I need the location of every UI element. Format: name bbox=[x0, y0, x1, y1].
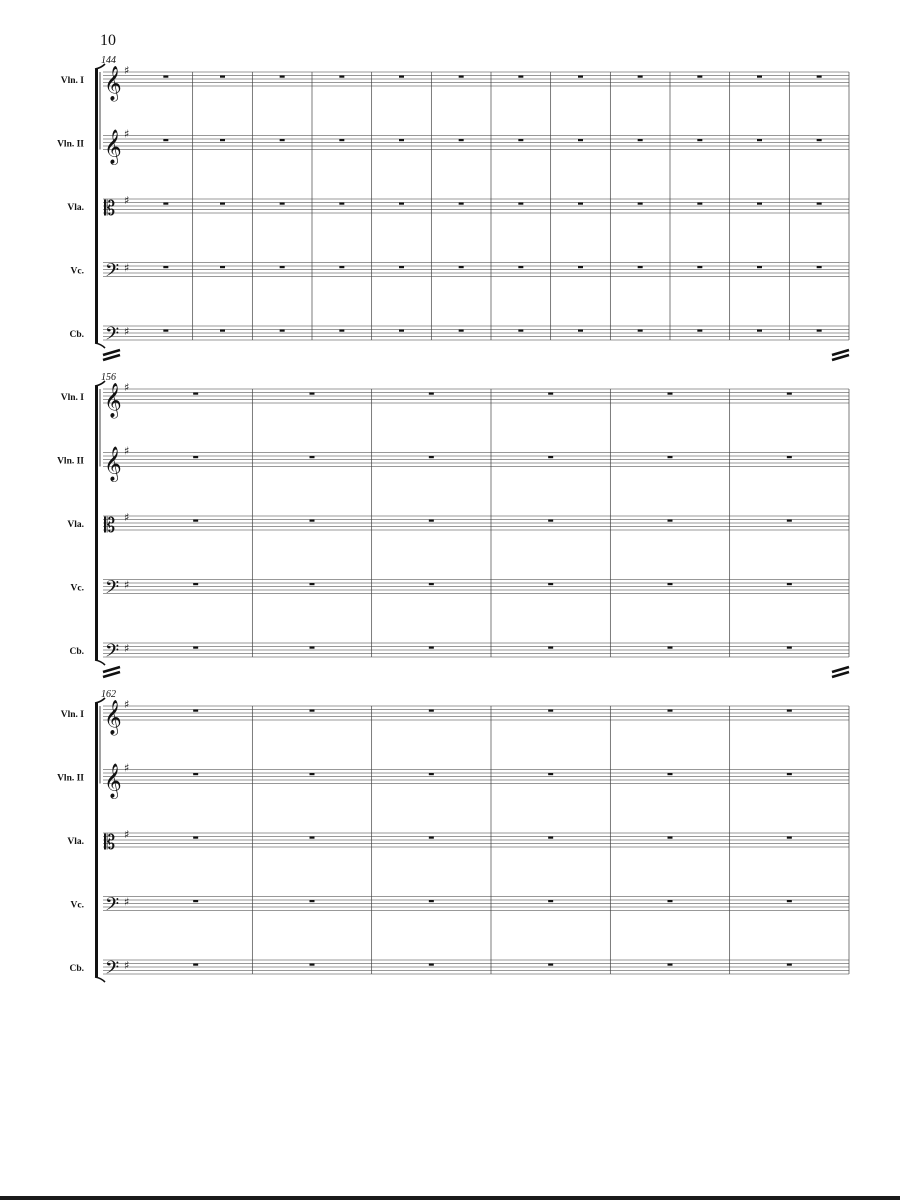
measure-number: 144 bbox=[101, 55, 116, 66]
whole-rest bbox=[310, 964, 315, 966]
whole-rest bbox=[518, 76, 523, 78]
instrument-label: Vln. II bbox=[57, 773, 84, 784]
whole-rest bbox=[193, 837, 198, 839]
whole-rest bbox=[668, 900, 673, 902]
whole-rest bbox=[518, 330, 523, 332]
page-bottom-edge bbox=[0, 1196, 900, 1200]
staff bbox=[61, 381, 849, 419]
whole-rest bbox=[399, 266, 404, 268]
bracket-hook-bottom bbox=[95, 343, 105, 348]
whole-rest bbox=[429, 710, 434, 712]
whole-rest bbox=[548, 837, 553, 839]
instrument-label: Vla. bbox=[67, 520, 84, 530]
sharp-icon: ♯ bbox=[124, 194, 130, 207]
whole-rest bbox=[697, 139, 702, 141]
whole-rest bbox=[787, 583, 792, 585]
whole-rest bbox=[548, 583, 553, 585]
sharp-icon: ♯ bbox=[124, 444, 130, 458]
whole-rest bbox=[193, 520, 198, 522]
alto-clef-icon: 𝄡 bbox=[104, 830, 116, 854]
whole-rest bbox=[548, 710, 553, 712]
instrument-label: Vln. I bbox=[60, 710, 84, 720]
system-separator-left-icon bbox=[103, 667, 120, 672]
whole-rest bbox=[518, 139, 523, 141]
bracket-hook-bottom bbox=[95, 660, 105, 665]
system-separator-right-icon bbox=[832, 667, 849, 672]
instrument-label: Cb. bbox=[69, 330, 84, 340]
whole-rest bbox=[193, 583, 198, 585]
system-bracket bbox=[95, 386, 98, 660]
instrument-label: Vln. I bbox=[60, 393, 84, 403]
system bbox=[57, 689, 849, 983]
instrument-label: Vln. II bbox=[57, 139, 84, 150]
alto-clef-icon: 𝄡 bbox=[104, 513, 116, 537]
whole-rest bbox=[668, 647, 673, 649]
whole-rest bbox=[429, 647, 434, 649]
whole-rest bbox=[548, 393, 553, 395]
whole-rest bbox=[697, 203, 702, 205]
sharp-icon: ♯ bbox=[124, 642, 130, 655]
treble-clef-icon: 𝄞 bbox=[104, 446, 122, 482]
whole-rest bbox=[339, 76, 344, 78]
system bbox=[57, 372, 849, 677]
sharp-icon: ♯ bbox=[124, 127, 130, 141]
whole-rest bbox=[280, 330, 285, 332]
whole-rest bbox=[429, 583, 434, 585]
staff bbox=[71, 895, 849, 920]
sharp-icon: ♯ bbox=[124, 761, 130, 775]
whole-rest bbox=[668, 964, 673, 966]
sharp-icon: ♯ bbox=[124, 578, 130, 592]
whole-rest bbox=[787, 520, 792, 522]
whole-rest bbox=[220, 139, 225, 141]
whole-rest bbox=[193, 456, 198, 458]
whole-rest bbox=[578, 76, 583, 78]
whole-rest bbox=[638, 203, 643, 205]
staff bbox=[71, 261, 849, 286]
system-bracket bbox=[95, 69, 98, 343]
whole-rest bbox=[193, 393, 198, 395]
bass-clef-icon: 𝄢 bbox=[105, 260, 120, 286]
whole-rest bbox=[817, 139, 822, 141]
whole-rest bbox=[429, 773, 434, 775]
alto-clef-icon: 𝄡 bbox=[104, 196, 116, 220]
whole-rest bbox=[757, 330, 762, 332]
whole-rest bbox=[578, 139, 583, 141]
whole-rest bbox=[548, 773, 553, 775]
sharp-icon: ♯ bbox=[124, 511, 130, 524]
whole-rest bbox=[548, 900, 553, 902]
whole-rest bbox=[310, 773, 315, 775]
whole-rest bbox=[697, 330, 702, 332]
whole-rest bbox=[280, 139, 285, 141]
bass-clef-icon: 𝄢 bbox=[105, 324, 120, 349]
staff bbox=[71, 578, 849, 603]
whole-rest bbox=[193, 647, 198, 649]
sharp-icon: ♯ bbox=[124, 698, 130, 711]
bass-clef-icon: 𝄢 bbox=[105, 894, 120, 920]
instrument-label: Cb. bbox=[69, 647, 84, 657]
sharp-icon: ♯ bbox=[124, 381, 130, 394]
whole-rest bbox=[310, 520, 315, 522]
whole-rest bbox=[757, 76, 762, 78]
whole-rest bbox=[399, 139, 404, 141]
whole-rest bbox=[638, 330, 643, 332]
whole-rest bbox=[339, 203, 344, 205]
whole-rest bbox=[163, 76, 168, 78]
whole-rest bbox=[163, 266, 168, 268]
whole-rest bbox=[339, 139, 344, 141]
whole-rest bbox=[193, 710, 198, 712]
whole-rest bbox=[817, 203, 822, 205]
whole-rest bbox=[668, 837, 673, 839]
instrument-label: Vla. bbox=[67, 837, 84, 847]
whole-rest bbox=[668, 583, 673, 585]
whole-rest bbox=[459, 76, 464, 78]
whole-rest bbox=[668, 520, 673, 522]
whole-rest bbox=[280, 76, 285, 78]
treble-clef-icon: 𝄞 bbox=[104, 763, 122, 799]
whole-rest bbox=[548, 456, 553, 458]
bass-clef-icon: 𝄢 bbox=[105, 577, 120, 603]
staff bbox=[57, 445, 849, 483]
whole-rest bbox=[220, 203, 225, 205]
whole-rest bbox=[310, 393, 315, 395]
whole-rest bbox=[459, 266, 464, 268]
system-separator-left-icon bbox=[103, 355, 120, 360]
bass-clef-icon: 𝄢 bbox=[105, 641, 120, 666]
whole-rest bbox=[638, 139, 643, 141]
staff bbox=[67, 828, 849, 854]
whole-rest bbox=[548, 964, 553, 966]
whole-rest bbox=[757, 203, 762, 205]
whole-rest bbox=[193, 964, 198, 966]
whole-rest bbox=[429, 520, 434, 522]
sharp-icon: ♯ bbox=[124, 828, 130, 841]
system-separator-left-icon bbox=[103, 672, 120, 677]
treble-clef-icon: 𝄞 bbox=[104, 383, 122, 418]
whole-rest bbox=[787, 900, 792, 902]
whole-rest bbox=[310, 647, 315, 649]
whole-rest bbox=[697, 266, 702, 268]
whole-rest bbox=[578, 203, 583, 205]
whole-rest bbox=[548, 520, 553, 522]
instrument-label: Vla. bbox=[67, 203, 84, 213]
staff bbox=[57, 762, 849, 800]
instrument-label: Cb. bbox=[69, 964, 84, 974]
whole-rest bbox=[459, 139, 464, 141]
measure-number: 162 bbox=[101, 689, 116, 700]
whole-rest bbox=[280, 266, 285, 268]
whole-rest bbox=[787, 710, 792, 712]
sharp-icon: ♯ bbox=[124, 895, 130, 909]
system-bracket bbox=[95, 703, 98, 977]
whole-rest bbox=[399, 203, 404, 205]
whole-rest bbox=[668, 773, 673, 775]
whole-rest bbox=[787, 456, 792, 458]
whole-rest bbox=[429, 964, 434, 966]
whole-rest bbox=[429, 900, 434, 902]
whole-rest bbox=[817, 266, 822, 268]
sharp-icon: ♯ bbox=[124, 325, 130, 338]
whole-rest bbox=[429, 456, 434, 458]
treble-clef-icon: 𝄞 bbox=[104, 66, 122, 101]
treble-clef-icon: 𝄞 bbox=[104, 129, 122, 165]
treble-clef-icon: 𝄞 bbox=[104, 700, 122, 735]
whole-rest bbox=[518, 266, 523, 268]
whole-rest bbox=[638, 266, 643, 268]
system-separator-right-icon bbox=[832, 350, 849, 355]
staff bbox=[61, 698, 849, 736]
whole-rest bbox=[310, 710, 315, 712]
whole-rest bbox=[193, 773, 198, 775]
sharp-icon: ♯ bbox=[124, 959, 130, 972]
system bbox=[57, 55, 849, 360]
system-separator-left-icon bbox=[103, 350, 120, 355]
whole-rest bbox=[757, 139, 762, 141]
whole-rest bbox=[548, 647, 553, 649]
whole-rest bbox=[817, 76, 822, 78]
whole-rest bbox=[668, 710, 673, 712]
whole-rest bbox=[163, 203, 168, 205]
whole-rest bbox=[399, 330, 404, 332]
whole-rest bbox=[429, 837, 434, 839]
whole-rest bbox=[459, 330, 464, 332]
whole-rest bbox=[518, 203, 523, 205]
bracket-hook-bottom bbox=[95, 977, 105, 982]
whole-rest bbox=[339, 266, 344, 268]
whole-rest bbox=[429, 393, 434, 395]
instrument-label: Vc. bbox=[70, 900, 84, 911]
whole-rest bbox=[310, 837, 315, 839]
whole-rest bbox=[787, 837, 792, 839]
whole-rest bbox=[787, 393, 792, 395]
instrument-label: Vc. bbox=[70, 266, 84, 277]
measure-number: 156 bbox=[101, 372, 116, 383]
whole-rest bbox=[163, 330, 168, 332]
whole-rest bbox=[578, 330, 583, 332]
staff bbox=[67, 194, 849, 220]
whole-rest bbox=[220, 266, 225, 268]
system-separator-right-icon bbox=[832, 672, 849, 677]
staff bbox=[69, 641, 849, 666]
staff bbox=[67, 511, 849, 537]
instrument-label: Vln. I bbox=[60, 76, 84, 86]
staff bbox=[69, 324, 849, 349]
staff bbox=[69, 958, 849, 983]
instrument-label: Vc. bbox=[70, 583, 84, 594]
whole-rest bbox=[668, 393, 673, 395]
whole-rest bbox=[787, 773, 792, 775]
system-separator-right-icon bbox=[832, 355, 849, 360]
whole-rest bbox=[697, 76, 702, 78]
bass-clef-icon: 𝄢 bbox=[105, 958, 120, 983]
sharp-icon: ♯ bbox=[124, 261, 130, 275]
whole-rest bbox=[339, 330, 344, 332]
whole-rest bbox=[787, 647, 792, 649]
whole-rest bbox=[280, 203, 285, 205]
whole-rest bbox=[310, 583, 315, 585]
whole-rest bbox=[163, 139, 168, 141]
instrument-label: Vln. II bbox=[57, 456, 84, 467]
page-number: 10 bbox=[100, 32, 116, 49]
whole-rest bbox=[817, 330, 822, 332]
whole-rest bbox=[787, 964, 792, 966]
whole-rest bbox=[220, 330, 225, 332]
whole-rest bbox=[310, 456, 315, 458]
whole-rest bbox=[310, 900, 315, 902]
sharp-icon: ♯ bbox=[124, 64, 130, 77]
whole-rest bbox=[193, 900, 198, 902]
staff bbox=[57, 128, 849, 166]
whole-rest bbox=[757, 266, 762, 268]
whole-rest bbox=[220, 76, 225, 78]
whole-rest bbox=[638, 76, 643, 78]
staff bbox=[61, 64, 849, 102]
whole-rest bbox=[459, 203, 464, 205]
whole-rest bbox=[399, 76, 404, 78]
whole-rest bbox=[668, 456, 673, 458]
whole-rest bbox=[578, 266, 583, 268]
